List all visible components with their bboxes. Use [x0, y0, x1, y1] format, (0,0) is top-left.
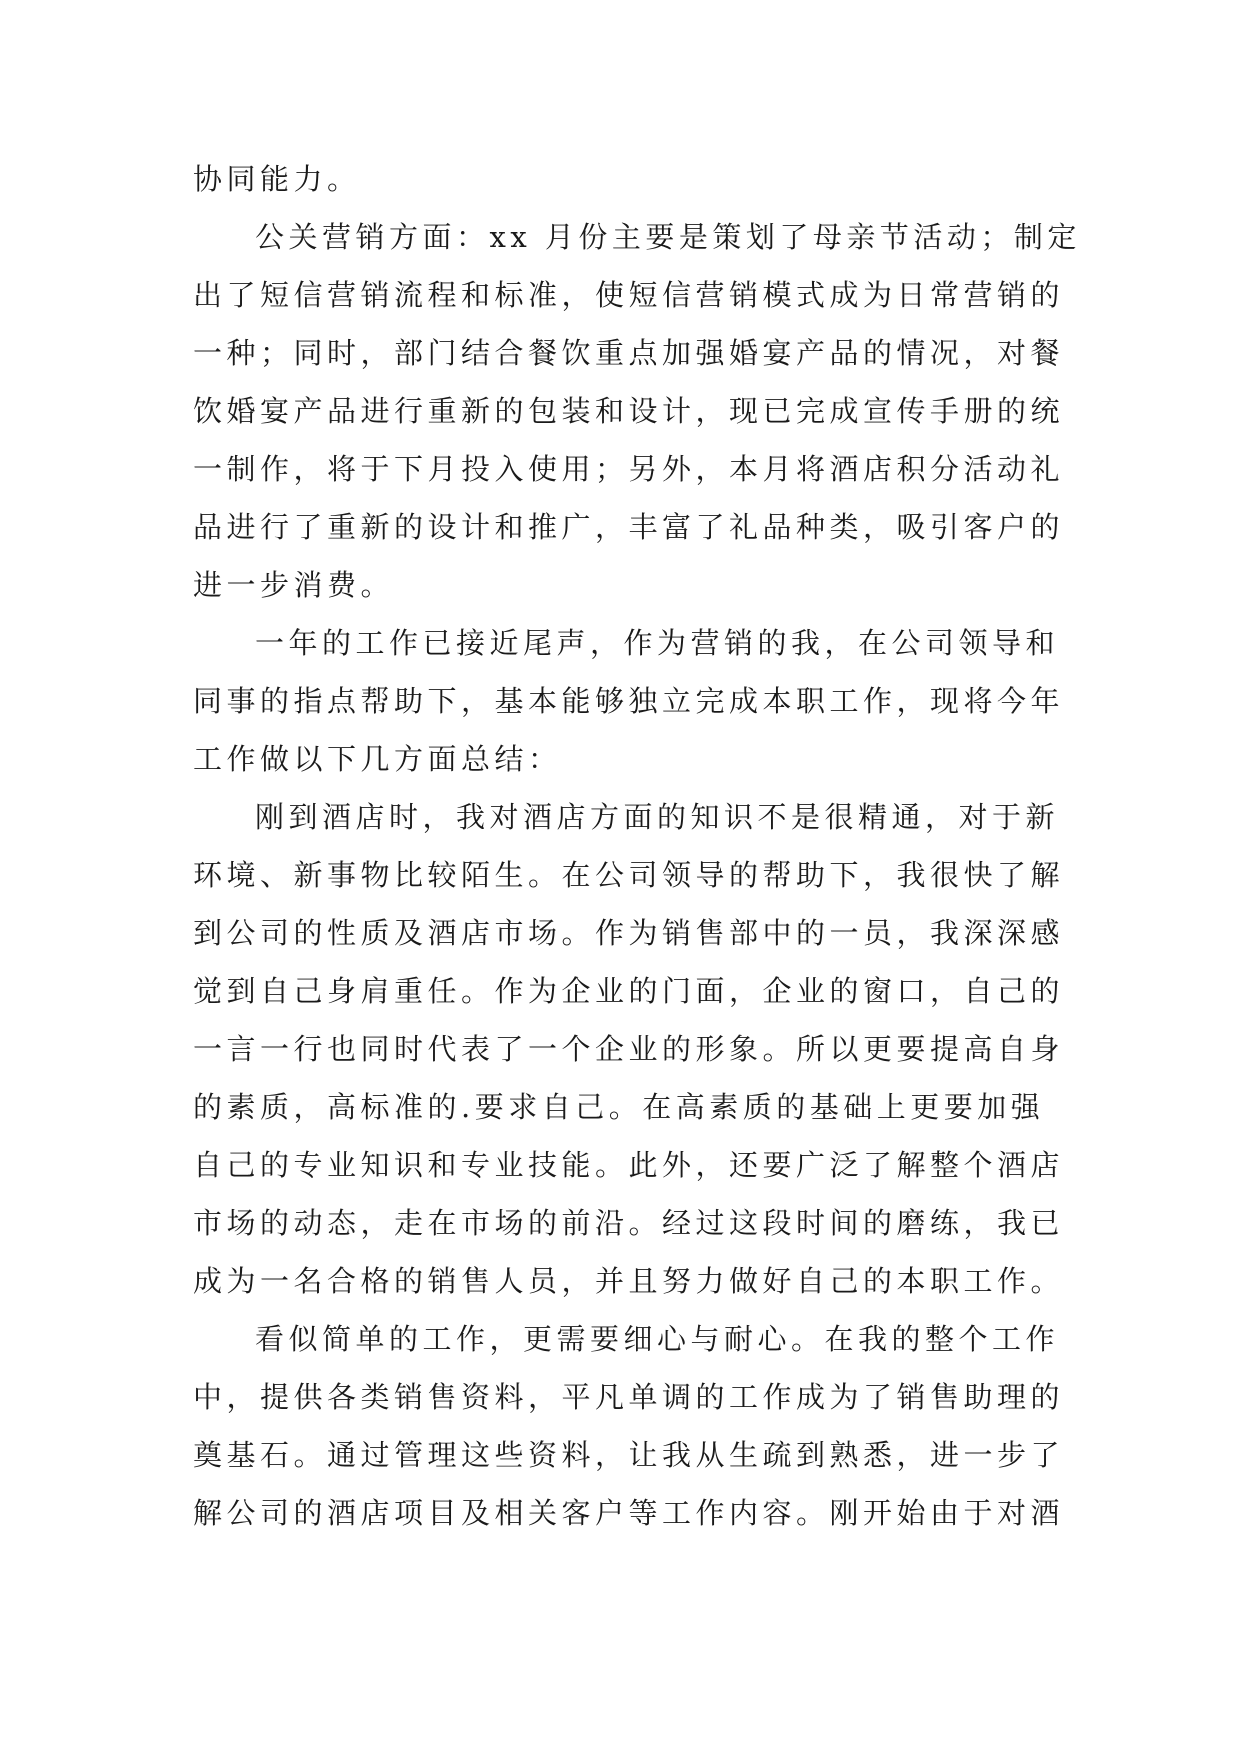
paragraph-first-line: 一年的工作已接近尾声，作为营销的我，在公司领导和 — [255, 626, 1060, 660]
document-body — [193, 150, 1081, 1542]
paragraph-first-line: 刚到酒店时，我对酒店方面的知识不是很精通，对于新 — [255, 800, 1060, 834]
text-line: 饮婚宴产品进行重新的包装和设计，现已完成宣传手册的统 — [193, 394, 1065, 428]
text-line: 解公司的酒店项目及相关客户等工作内容。刚开始由于对酒 — [193, 1496, 1065, 1530]
text-line: 进一步消费。 — [193, 568, 395, 602]
text-line: 协同能力。 — [193, 162, 361, 196]
text-line: 工作做以下几方面总结： — [193, 742, 562, 776]
text-line: 的素质，高标准的.要求自己。在高素质的基础上更要加强 — [193, 1090, 1045, 1124]
text-line: 品进行了重新的设计和推广，丰富了礼品种类，吸引客户的 — [193, 510, 1065, 544]
text-line: 一种；同时，部门结合餐饮重点加强婚宴产品的情况，对餐 — [193, 336, 1065, 370]
text-line: 一制作，将于下月投入使用；另外，本月将酒店积分活动礼 — [193, 452, 1065, 486]
text-line: 觉到自己身肩重任。作为企业的门面，企业的窗口，自己的 — [193, 974, 1065, 1008]
text-line: 自己的专业知识和专业技能。此外，还要广泛了解整个酒店 — [193, 1148, 1065, 1182]
text-line: 中，提供各类销售资料，平凡单调的工作成为了销售助理的 — [193, 1380, 1065, 1414]
text-line: 成为一名合格的销售人员，并且努力做好自己的本职工作。 — [193, 1264, 1065, 1298]
paragraph-first-line: 看似简单的工作，更需要细心与耐心。在我的整个工作 — [255, 1322, 1060, 1356]
text-line: 出了短信营销流程和标准，使短信营销模式成为日常营销的 — [193, 278, 1065, 312]
text-line: 奠基石。通过管理这些资料，让我从生疏到熟悉，进一步了 — [193, 1438, 1065, 1472]
text-line: 一言一行也同时代表了一个企业的形象。所以更要提高自身 — [193, 1032, 1065, 1066]
text-line: 环境、新事物比较陌生。在公司领导的帮助下，我很快了解 — [193, 858, 1065, 892]
text-line: 同事的指点帮助下，基本能够独立完成本职工作，现将今年 — [193, 684, 1065, 718]
paragraph-first-line: 公关营销方面：xx 月份主要是策划了母亲节活动；制定 — [255, 220, 1081, 254]
text-line: 市场的动态，走在市场的前沿。经过这段时间的磨练，我已 — [193, 1206, 1065, 1240]
text-line: 到公司的性质及酒店市场。作为销售部中的一员，我深深感 — [193, 916, 1065, 950]
